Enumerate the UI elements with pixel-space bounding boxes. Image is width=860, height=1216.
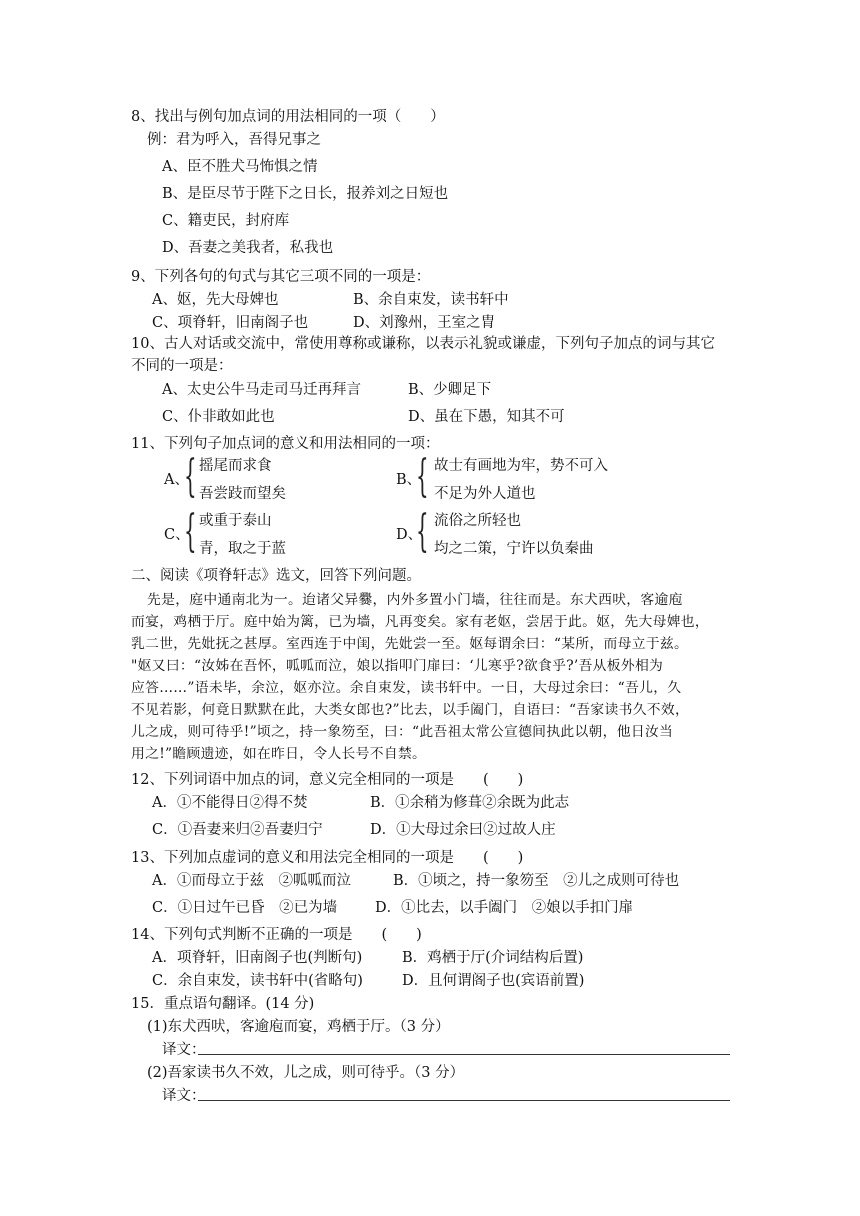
q13-option-c: C．①日过午已昏 ②已为墙 <box>152 900 338 916</box>
passage-line-6: 不见若影，何竟日默默在此，大类女郎也?”比去，以手阖门，自语曰：“吾家读书久不效， <box>131 702 690 718</box>
q15-answer-line-2[interactable] <box>198 1100 730 1101</box>
q11-label-c: C、 <box>164 527 190 543</box>
section2-title: 二、阅读《项脊轩志》选文，回答下列问题。 <box>131 568 421 584</box>
q9-option-c: C、项脊轩，旧南阁子也 <box>152 315 309 331</box>
q10-option-c: C、仆非敢如此也 <box>162 409 275 425</box>
q12-option-d: D．①大母过余曰②过故人庄 <box>370 822 556 838</box>
q15-answer-line-1[interactable] <box>198 1054 730 1055</box>
q8-option-c: C、籍吏民，封府库 <box>162 213 290 229</box>
q10-option-b: B、少卿足下 <box>408 382 492 398</box>
q10-stem-line1: 10、古人对话或交流中，常使用尊称或谦称，以表示礼貌或谦虚，下列句子加点的词与其它 <box>131 336 715 352</box>
q8-example: 例：君为呼入，吾得兄事之 <box>147 132 321 148</box>
q8-option-a: A、臣不胜犬马怖惧之情 <box>162 159 318 175</box>
q15-answer-label-1: 译文： <box>162 1042 206 1058</box>
q8-option-d: D、吾妻之美我者，私我也 <box>162 240 334 256</box>
q11-label-b: B、 <box>396 472 422 488</box>
q15-item1: (1)东犬西吠，客逾庖而宴，鸡栖于厅。（3 分） <box>147 1019 450 1035</box>
passage-line-3: 乳二世，先妣抚之甚厚。室西连于中闺，先妣尝一至。妪每谓余曰：“某所，而母立于兹。 <box>131 636 689 652</box>
q11-label-d: D、 <box>396 527 423 543</box>
q11-label-a: A、 <box>164 472 189 488</box>
passage-line-1: 先是，庭中通南北为一。迨诸父异爨，内外多置小门墙，往往而是。东犬西吠，客逾庖 <box>147 592 683 608</box>
q10-stem-line2: 不同的一项是： <box>131 358 233 374</box>
q14-stem: 14、下列句式判断不正确的一项是 ( ) <box>131 927 422 943</box>
q12-option-c: C．①吾妻来归②吾妻归宁 <box>152 822 323 838</box>
q9-option-b: B、余自束发，读书轩中 <box>353 292 509 308</box>
passage-line-2: 而宴，鸡栖于厅。庭中始为篱，已为墙，凡再变矣。家有老妪，尝居于此。妪，先大母婢也， <box>131 614 709 630</box>
q12-option-a: A．①不能得日②得不焚 <box>152 795 308 811</box>
q12-option-b: B．①余稍为修葺②余既为此志 <box>370 795 570 811</box>
q10-option-d: D、虽在下愚，知其不可 <box>408 409 565 425</box>
q8-stem: 8、找出与例句加点词的用法相同的一项（ ） <box>131 109 445 125</box>
q10-option-a: A、太史公牛马走司马迁再拜言 <box>162 382 361 398</box>
q11-brace-a: { <box>184 451 197 502</box>
q12-stem: 12、下列词语中加点的词，意义完全相同的一项是 ( ) <box>131 772 524 788</box>
passage-line-4: "妪又曰：“汝姊在吾怀，呱呱而泣，娘以指叩门扉曰：‘儿寒乎?欲食乎?’吾从板外相为 <box>131 658 664 674</box>
q14-option-a: A．项脊轩，旧南阁子也(判断句) <box>152 950 363 966</box>
q13-stem: 13、下列加点虚词的意义和用法完全相同的一项是 ( ) <box>131 850 524 866</box>
passage-line-7: 儿之成，则可待乎!”顷之，持一象笏至，曰：“此吾祖太常公宣德间执此以朝，他日汝当 <box>131 724 674 740</box>
q11-brace-d: { <box>416 506 429 557</box>
q11-c-second: 青，取之于蓝 <box>199 541 286 557</box>
passage-line-8: 用之!”瞻顾遗迹，如在昨日，令人长号不自禁。 <box>131 746 427 762</box>
q11-brace-b: { <box>416 451 429 502</box>
q14-option-d: D．且何谓阁子也(宾语前置) <box>402 973 585 989</box>
q11-a-first: 摇尾而求食 <box>199 458 272 474</box>
q11-c-first: 或重于泰山 <box>199 513 272 529</box>
q15-item2: (2)吾家读书久不效，儿之成，则可待乎。（3 分） <box>147 1065 465 1081</box>
q13-option-d: D．①比去，以手阖门 ②娘以手扣门扉 <box>375 900 634 916</box>
q15-stem: 15．重点语句翻译。(14 分) <box>131 996 315 1012</box>
q14-option-b: B．鸡栖于厅(介词结构后置) <box>402 950 584 966</box>
passage-line-5: 应答……”语未毕，余泣，妪亦泣。余自束发，读书轩中。一日，大母过余曰：“吾儿，久 <box>131 680 682 696</box>
q8-option-b: B、是臣尽节于陛下之日长，报养刘之日短也 <box>162 186 449 202</box>
q11-brace-c: { <box>184 506 197 557</box>
q11-b-first: 故士有画地为牢，势不可入 <box>434 458 608 474</box>
q11-d-first: 流俗之所轻也 <box>434 513 521 529</box>
q14-option-c: C．余自束发，读书轩中(省略句) <box>152 973 363 989</box>
q15-answer-label-2: 译文： <box>162 1088 206 1104</box>
q11-a-second: 吾尝跂而望矣 <box>199 486 286 502</box>
q11-stem: 11、下列句子加点词的意义和用法相同的一项： <box>131 436 440 452</box>
q13-option-a: A．①而母立于兹 ②呱呱而泣 <box>152 873 351 889</box>
q9-option-a: A、妪，先大母婢也 <box>152 292 279 308</box>
q9-option-d: D、刘豫州，王室之胄 <box>353 315 496 331</box>
q13-option-b: B．①顷之，持一象笏至 ②儿之成则可待也 <box>393 873 680 889</box>
q9-stem: 9、下列各句的句式与其它三项不同的一项是： <box>131 269 431 285</box>
q11-d-second: 均之二策，宁许以负秦曲 <box>434 541 594 557</box>
q11-b-second: 不足为外人道也 <box>434 486 536 502</box>
